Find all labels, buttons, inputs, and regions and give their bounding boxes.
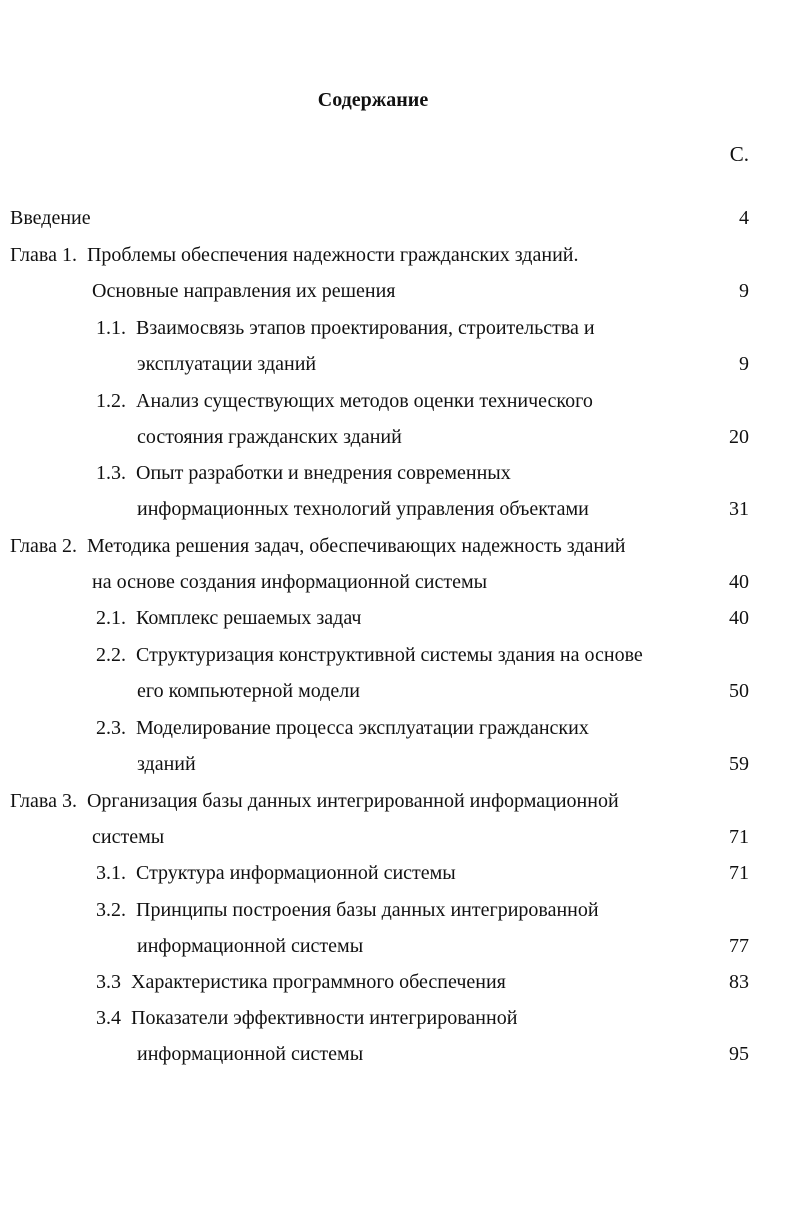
toc-section-3-3[interactable] bbox=[0, 967, 749, 997]
toc-page-number: 40 bbox=[729, 571, 749, 593]
toc-section-1-1[interactable] bbox=[0, 313, 749, 343]
toc-section-number: 2.1. bbox=[96, 607, 126, 629]
toc-section-number: 1.3. bbox=[96, 462, 126, 484]
toc-page-number: 50 bbox=[729, 680, 749, 702]
toc-entry-intro[interactable] bbox=[0, 203, 749, 233]
toc-section-1-2-cont[interactable] bbox=[0, 422, 749, 452]
toc-entry-text: Опыт разработки и внедрения современных bbox=[136, 462, 511, 484]
toc-section-2-2[interactable] bbox=[0, 640, 749, 670]
toc-section-2-3-cont[interactable] bbox=[0, 749, 749, 779]
toc-entry-text: Моделирование процесса эксплуатации гражданских bbox=[136, 717, 589, 739]
toc-page-number: 4 bbox=[739, 207, 749, 229]
page-title: Содержание bbox=[317, 89, 429, 111]
toc-section-1-1-cont[interactable] bbox=[0, 349, 749, 379]
page-column-label: С. bbox=[729, 142, 749, 166]
toc-page-number: 59 bbox=[729, 753, 749, 775]
toc-section-number: 3.4 bbox=[96, 1007, 121, 1029]
toc-entry-text: Структура информационной системы bbox=[136, 862, 456, 884]
toc-page-number: 9 bbox=[739, 353, 749, 375]
toc-page-number: 71 bbox=[729, 862, 749, 884]
toc-page-number: 95 bbox=[729, 1043, 749, 1065]
toc-page-number: 83 bbox=[729, 971, 749, 993]
toc-section-3-4-cont[interactable] bbox=[0, 1039, 749, 1069]
toc-entry-text: Характеристика программного обеспечения bbox=[131, 971, 506, 993]
toc-entry-text: Методика решения задач, обеспечивающих надежность зданий bbox=[86, 535, 626, 557]
toc-section-number: 1.2. bbox=[96, 390, 126, 412]
toc-page-number: 77 bbox=[729, 935, 749, 957]
toc-entry-text: Взаимосвязь этапов проектирования, строительства и bbox=[136, 317, 595, 339]
toc-section-number: 3.1. bbox=[96, 862, 126, 884]
toc-chapter-number: Глава 2. bbox=[10, 535, 77, 557]
toc-section-number: 2.3. bbox=[96, 717, 126, 739]
toc-entry-text: состояния гражданских зданий bbox=[137, 426, 402, 448]
toc-section-1-3[interactable] bbox=[0, 458, 749, 488]
toc-page-number: 20 bbox=[729, 426, 749, 448]
toc-section-3-2-cont[interactable] bbox=[0, 931, 749, 961]
toc-entry-text: Показатели эффективности интегрированной bbox=[131, 1007, 518, 1029]
toc-entry-text: информационной системы bbox=[137, 935, 364, 957]
toc-chapter-3-cont[interactable] bbox=[0, 822, 749, 852]
toc-entry-text: системы bbox=[92, 826, 165, 848]
toc-entry-text: эксплуатации зданий bbox=[137, 353, 317, 375]
toc-entry-text: Принципы построения базы данных интегрированной bbox=[136, 899, 599, 921]
toc-section-number: 3.2. bbox=[96, 899, 126, 921]
toc-entry-text: Структуризация конструктивной системы здания на основе bbox=[136, 644, 643, 666]
toc-chapter-3[interactable] bbox=[0, 786, 749, 816]
toc-chapter-2[interactable] bbox=[0, 531, 749, 561]
toc-section-2-1[interactable] bbox=[0, 603, 749, 633]
toc-chapter-number: Глава 1. bbox=[10, 244, 77, 266]
toc-entry-text: его компьютерной модели bbox=[137, 680, 360, 702]
toc-section-3-4[interactable] bbox=[0, 1003, 749, 1033]
toc-section-number: 2.2. bbox=[96, 644, 126, 666]
toc-page-number: 40 bbox=[729, 607, 749, 629]
toc-entry-text: информационных технологий управления объектами bbox=[137, 498, 589, 520]
toc-entry-text: Комплекс решаемых задач bbox=[136, 607, 362, 629]
toc-section-2-2-cont[interactable] bbox=[0, 676, 749, 706]
toc-entry-text: Основные направления их решения bbox=[92, 280, 396, 302]
toc-section-number: 1.1. bbox=[96, 317, 126, 339]
toc-entry-text: Анализ существующих методов оценки технического bbox=[136, 390, 593, 412]
toc-entry-text: Введение bbox=[10, 207, 91, 229]
toc-section-2-3[interactable] bbox=[0, 713, 749, 743]
toc-section-number: 3.3 bbox=[96, 971, 121, 993]
toc-chapter-1[interactable] bbox=[0, 240, 749, 270]
toc-section-3-1[interactable] bbox=[0, 858, 749, 888]
toc-chapter-1-cont[interactable] bbox=[0, 276, 749, 306]
toc-chapter-2-cont[interactable] bbox=[0, 567, 749, 597]
toc-page-number: 9 bbox=[739, 280, 749, 302]
toc-entry-text: Проблемы обеспечения надежности гражданских зданий. bbox=[86, 244, 579, 266]
toc-entry-text: информационной системы bbox=[137, 1043, 364, 1065]
toc-page-number: 71 bbox=[729, 826, 749, 848]
toc-entry-text: зданий bbox=[137, 753, 196, 775]
toc-entry-text: Организация базы данных интегрированной информационной bbox=[86, 790, 619, 812]
toc-section-3-2[interactable] bbox=[0, 895, 749, 925]
toc-chapter-number: Глава 3. bbox=[10, 790, 77, 812]
toc-entry-text: на основе создания информационной системы bbox=[92, 571, 488, 593]
toc-page-number: 31 bbox=[729, 498, 749, 520]
toc-section-1-3-cont[interactable] bbox=[0, 494, 749, 524]
toc-section-1-2[interactable] bbox=[0, 386, 749, 416]
